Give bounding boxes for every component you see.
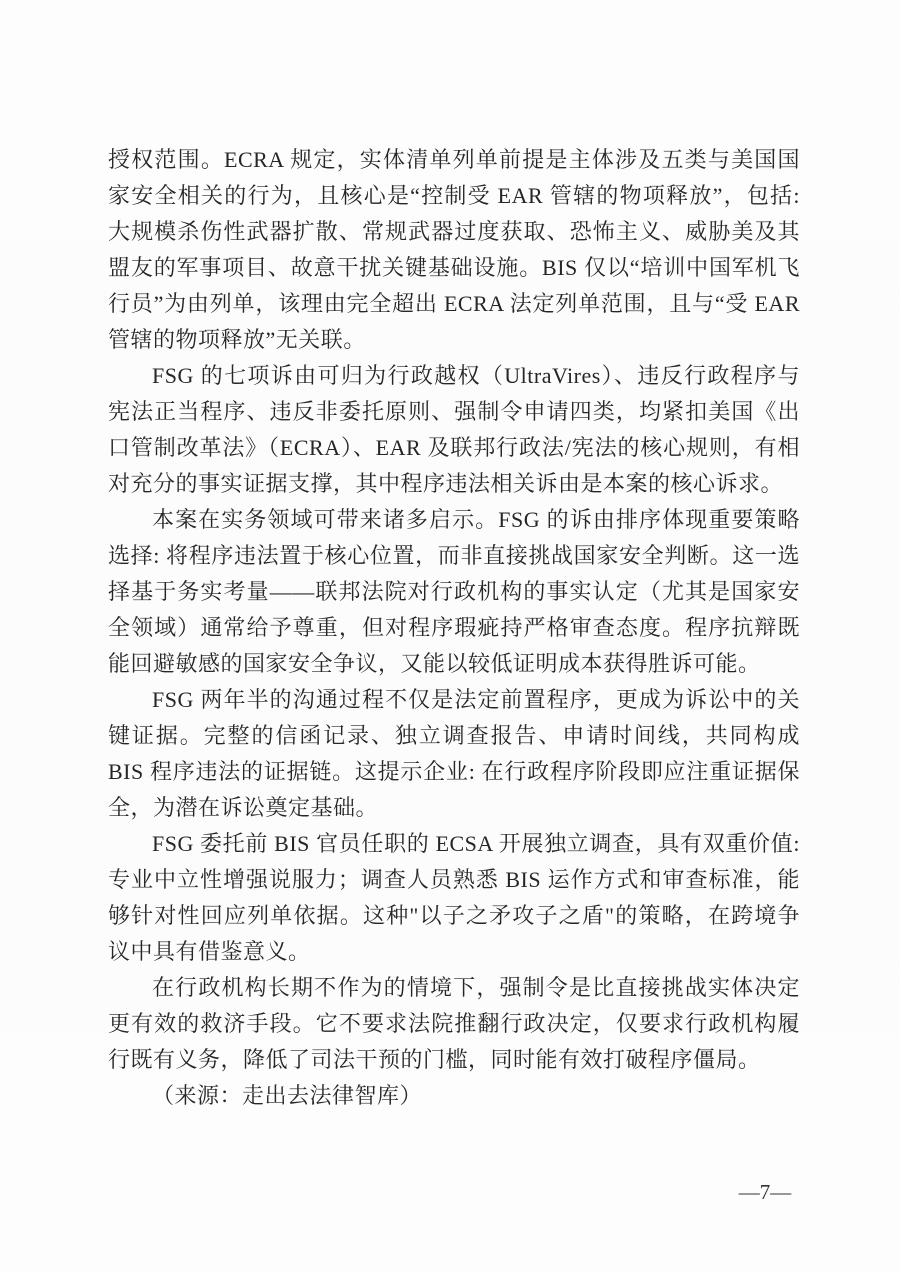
paragraph-claims-summary: FSG 的七项诉由可归为行政越权（UltraVires）、违反行政程序与宪法正当程序、违反非委托原则、强制令申请四类，均紧扣美国《出口管制改革法》（ECRA）、EAR 及联邦行政法/宪法的核心规则，有相对充分的事实证据支撑，其中程序违法相关诉由是本案的核心诉求。 — [108, 363, 800, 496]
paragraph-practical-insights: 本案在实务领域可带来诸多启示。FSG 的诉由排序体现重要策略选择: 将程序违法置于核心位置，而非直接挑战国家安全判断。这一选择基于务实考量——联邦法院对行政机构的事实认定（尤其是国家安全领域）通常给予尊重，但对程序瑕疵持严格审查态度。程序抗辩既能回避敏感的国家安全争议，又能以较低证明成本获得胜诉可能。 — [108, 507, 800, 676]
paragraph-injunction-remedy: 在行政机构长期不作为的情境下，强制令是比直接挑战实体决定更有效的救济手段。它不要求法院推翻行政决定，仅要求行政机构履行既有义务，降低了司法干预的门槛，同时能有效打破程序僵局。 — [108, 975, 800, 1072]
paragraph-evidence-chain: FSG 两年半的沟通过程不仅是法定前置程序，更成为诉讼中的关键证据。完整的信函记录、独立调查报告、申请时间线，共同构成 BIS 程序违法的证据链。这提示企业: 在行政程序阶段即应注重证据保全，为潜在诉讼奠定基础。 — [108, 687, 800, 820]
page-body-text — [108, 142, 800, 1114]
source-attribution: （来源：走出去法律智库） — [152, 1083, 423, 1108]
paragraph-continuation: 授权范围。ECRA 规定，实体清单列单前提是主体涉及五类与美国国家安全相关的行为，且核心是“控制受 EAR 管辖的物项释放”，包括: 大规模杀伤性武器扩散、常规武器过度获取、恐怖主义、威胁美及其盟友的军事项目、故意干扰关键基础设施。BIS 仅以“培训中国军机飞行员”为由列单，该理由完全超出 ECRA 法定列单范围，且与“受 EAR 管辖的物项释放”无关联。 — [108, 147, 800, 352]
paragraph-independent-investigation: FSG 委托前 BIS 官员任职的 ECSA 开展独立调查，具有双重价值: 专业中立性增强说服力；调查人员熟悉 BIS 运作方式和审查标准，能够针对性回应列单依据。这种"以子之矛攻子之盾"的策略，在跨境争议中具有借鉴意义。 — [108, 831, 800, 964]
page-number: —7— — [738, 1180, 792, 1204]
